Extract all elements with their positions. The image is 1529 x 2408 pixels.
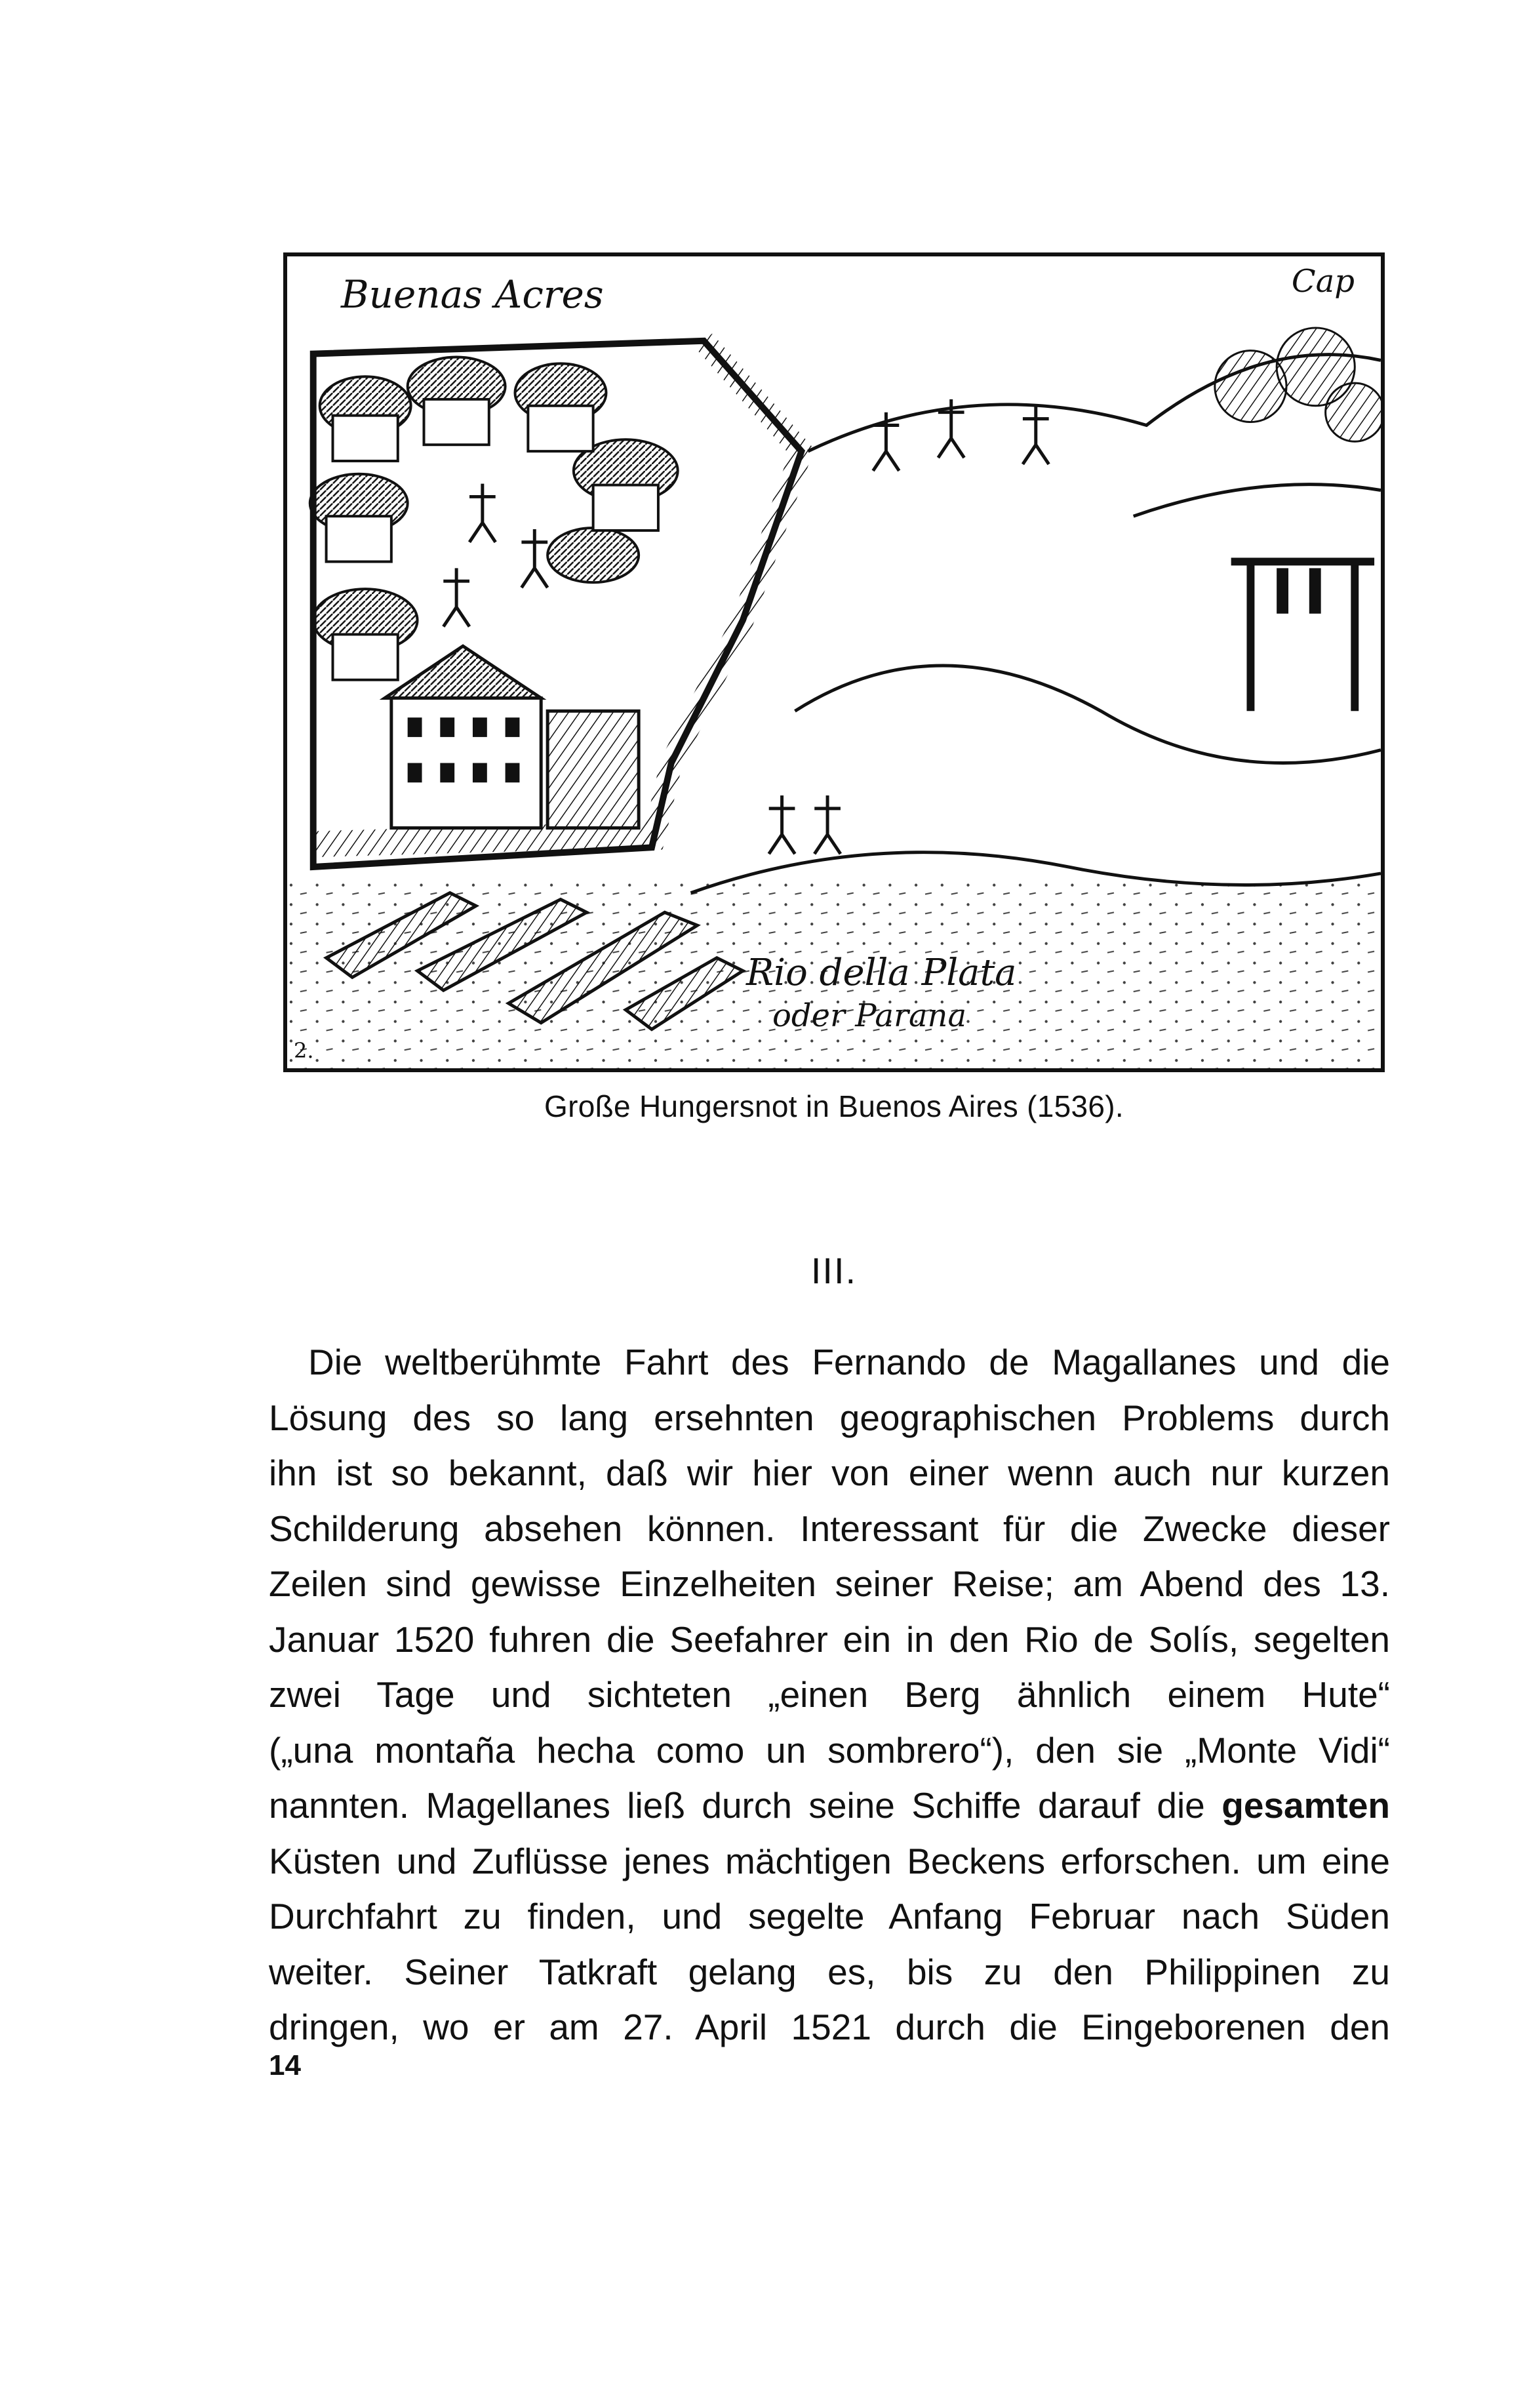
engraving-drawing bbox=[287, 256, 1381, 1068]
text-line: Durchfahrt zu finden, und segelte Anfang Februar nach Süden bbox=[269, 1896, 1390, 1936]
text-line: Küsten und Zuflüsse jenes mächtigen Beckens erforschen. um eine bbox=[269, 1840, 1390, 1881]
text-line: ihn ist so bekannt, daß wir hier von einer wenn auch nur kurzen bbox=[269, 1453, 1390, 1493]
bold-word: gesamten bbox=[1221, 1785, 1391, 1826]
text-line: dringen, wo er am 27. April 1521 durch die Eingeborenen den bbox=[269, 2007, 1390, 2047]
text-segment: nannten. Magellanes ließ durch seine Schiffe darauf die bbox=[269, 1785, 1205, 1826]
text-line: Lösung des so lang ersehnten geographischen Problems durch bbox=[269, 1397, 1390, 1438]
woodcut-illustration bbox=[283, 252, 1385, 1072]
engraving-corner-mark: 2. bbox=[294, 1038, 314, 1063]
text-line: („una montaña hecha como un sombrero“), den sie „Monte Vidi“ bbox=[269, 1729, 1390, 1771]
text-line: zwei Tage und sichteten „einen Berg ähnlich einem Hute“ bbox=[269, 1674, 1390, 1715]
body-paragraph bbox=[269, 1334, 1390, 2055]
engraving-label-city: Buenas Acres bbox=[341, 272, 604, 317]
engraving-label-river-alt: oder Parana bbox=[772, 997, 967, 1034]
section-heading: III. bbox=[810, 1250, 858, 1291]
text-line-with-bold bbox=[269, 1778, 1390, 1834]
text-line: Die weltberühmte Fahrt des Fernando de Magallanes und die bbox=[308, 1342, 1390, 1382]
page-number: 14 bbox=[269, 2049, 301, 2081]
engraving-label-cap: Cap bbox=[1291, 263, 1355, 300]
text-line: Schilderung absehen können. Interessant für die Zwecke dieser bbox=[269, 1508, 1390, 1549]
text-line: Januar 1520 fuhren die Seefahrer ein in den Rio de Solís, segelten bbox=[269, 1618, 1390, 1660]
text-line: weiter. Seiner Tatkraft gelang es, bis zu den Philippinen zu bbox=[269, 1951, 1390, 1992]
engraving-label-river: Rio della Plata bbox=[746, 952, 1017, 994]
text-line: Zeilen sind gewisse Einzelheiten seiner Reise; am Abend des 13. bbox=[269, 1563, 1390, 1604]
figure-caption: Große Hungersnot in Buenos Aires (1536). bbox=[544, 1089, 1124, 1123]
